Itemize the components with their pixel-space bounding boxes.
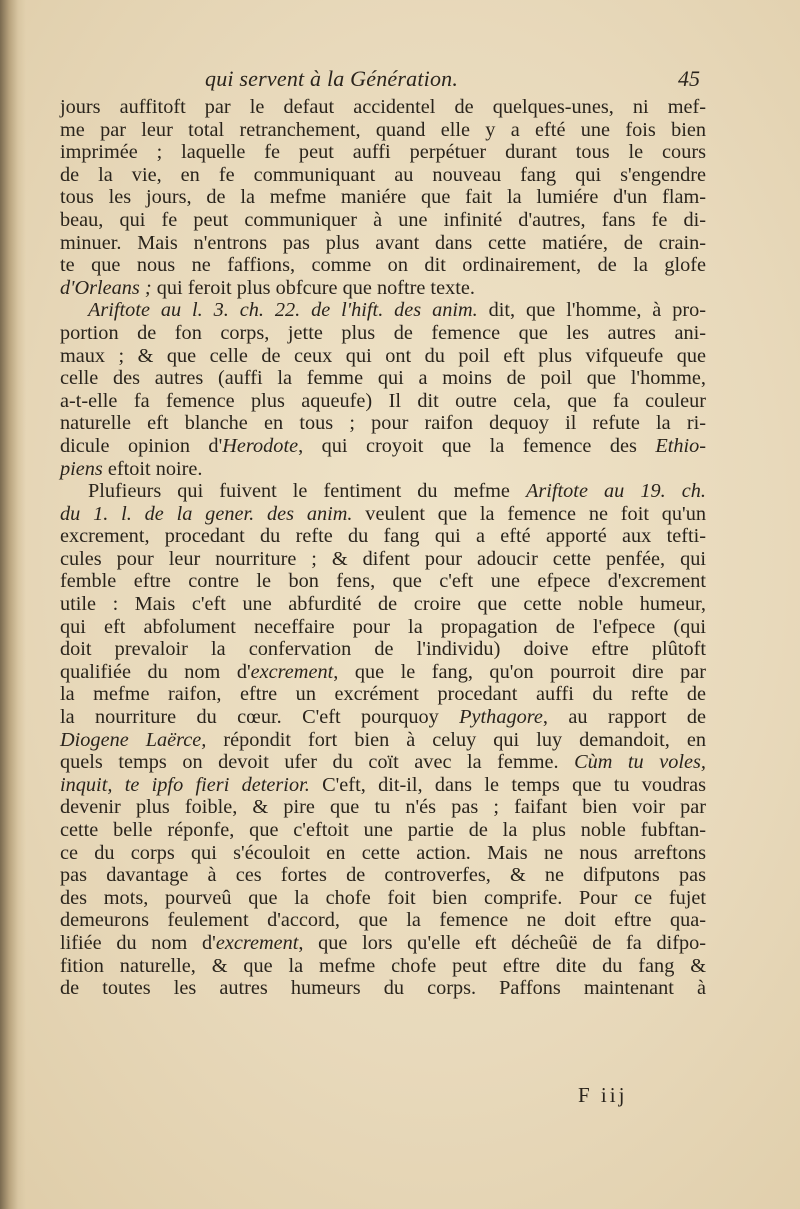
italic-citation: excrement (250, 660, 334, 683)
line-text: la nourriture du cœur. C'eft pourquoy (60, 706, 460, 729)
text-line (60, 932, 706, 955)
line-text: dicule opinion d' (60, 434, 223, 457)
text-line (60, 638, 706, 661)
text-line (60, 367, 706, 390)
line-text: , que lors qu'elle eft décheûë de fa difpo- (298, 931, 707, 954)
line-text: utile : Mais c'eft une abfurdité de croire que cette noble humeur, (60, 593, 706, 616)
text-line (60, 751, 706, 774)
text-line (60, 322, 706, 345)
line-text: jours auffitoft par le defaut accidentel de quelques-unes, ni mef- (60, 96, 706, 118)
text-line (60, 412, 706, 435)
page-gutter-shadow (0, 0, 26, 1209)
page-number: 45 (678, 66, 700, 91)
text-line (60, 141, 706, 164)
signature-mark: F iij (578, 1083, 628, 1107)
line-text: , qui croyoit que la femence des (298, 434, 656, 457)
line-text: cules pour leur nourriture ; & difent pour adoucir cette penfée, qui (60, 547, 706, 570)
page-header (60, 66, 700, 98)
line-text: imprimée ; laquelle fe peut auffi perpétuer durant tous le cours (60, 141, 706, 164)
text-line (60, 209, 706, 232)
text-line (60, 729, 706, 752)
line-text: de toutes les autres humeurs du corps. Paffons maintenant à (60, 977, 706, 1000)
italic-citation: Herodote (222, 434, 299, 457)
line-text: cette belle réponfe, que c'eftoit une partie de la plus noble fubftan- (60, 819, 706, 841)
line-text: me par leur total retranchement, quand elle y a efté une fois bien (60, 118, 706, 141)
italic-citation: Cùm tu voles, (574, 751, 706, 774)
text-line (60, 525, 706, 548)
line-text: qui feroit plus obfcure que noftre texte. (151, 276, 475, 299)
line-text: quels temps on devoit ufer du coït avec la femme. (60, 751, 575, 774)
line-text: lifiée du nom d' (60, 931, 216, 954)
line-text: portion de fon corps, jette plus de femence que les autres ani- (60, 321, 706, 344)
line-text: eftoit noire. (102, 457, 203, 480)
text-line (60, 232, 706, 255)
line-text: tous les jours, de la mefme maniére que fait la lumiére d'un flam- (60, 186, 706, 209)
text-line (60, 909, 706, 932)
italic-citation: piens (60, 457, 103, 480)
line-text: a-t-elle fa femence plus aqueufe) Il dit outre cela, que fa couleur (60, 389, 706, 412)
line-text: , au rapport de (542, 706, 706, 729)
text-line (60, 345, 706, 368)
line-text: Plufieurs qui fuivent le fentiment du mefme (88, 480, 526, 503)
text-line (60, 96, 706, 119)
text-line (60, 864, 706, 887)
line-text: veulent que la femence ne foit qu'un (352, 502, 706, 525)
text-line (60, 887, 706, 910)
text-line (60, 819, 706, 842)
italic-citation: Ariftote au 19. ch. (525, 480, 706, 503)
text-line (60, 277, 706, 300)
italic-citation: inquit, te ipfo fieri deterior. (60, 773, 310, 796)
text-line (60, 390, 706, 413)
line-text: minuer. Mais n'entrons pas plus avant dans cette matiére, de crain- (60, 231, 706, 254)
text-line (60, 593, 706, 616)
line-text: demeurons feulement d'accord, que la femence ne doit eftre qua- (60, 909, 706, 932)
line-text: ce du corps qui s'écouloit en cette action. Mais ne nous arreftons (60, 841, 706, 864)
text-line (60, 299, 706, 322)
line-text: qui eft abfolument neceffaire pour la propagation de l'efpece (qui (60, 615, 706, 638)
text-line (60, 164, 706, 187)
text-line (60, 254, 706, 277)
line-text: , que le fang, qu'on pourroit dire par (333, 660, 706, 683)
line-text: devenir plus foible, & pire que tu n'és pas ; faifant bien voir par (60, 796, 706, 819)
text-line (60, 774, 706, 797)
line-text: te que nous ne faffions, comme on dit ordinairement, de la glofe (60, 254, 706, 277)
text-line (60, 435, 706, 458)
text-line (60, 186, 706, 209)
line-text: pas davantage à ces fortes de controverfes, & ne difputons pas (60, 864, 706, 887)
line-text: celle des autres (auffi la femme qui a moins de poil que l'homme, (60, 367, 706, 390)
italic-citation: du 1. l. de la gener. des anim. (60, 502, 353, 525)
line-text: beau, qui fe peut communiquer à une infinité d'autres, fans fe di- (60, 208, 706, 231)
line-text: répondit fort bien à celuy qui luy demandoit, en (206, 728, 706, 751)
italic-citation: d'Orleans ; (60, 276, 152, 299)
line-text: de la vie, en fe communiquant au nouveau fang qui s'engendre (60, 163, 706, 186)
line-text: des mots, pourveû que la chofe foit bien comprife. Pour ce fujet (60, 886, 706, 909)
line-text: C'eft, dit-il, dans le temps que tu voudras (309, 773, 706, 796)
line-text: dit, que l'homme, à pro- (477, 299, 706, 322)
text-line (60, 796, 706, 819)
italic-citation: excrement (215, 931, 299, 954)
line-text: qualifiée du nom d' (60, 660, 251, 683)
text-line (60, 548, 706, 571)
italic-citation: Pythagore (459, 706, 543, 729)
text-line (60, 503, 706, 526)
text-line (60, 955, 706, 978)
line-text: maux ; & que celle de ceux qui ont du poil eft plus vifqueufe que (60, 344, 706, 367)
line-text: doit prevaloir la confervation de l'individu) doive eftre plûtoft (60, 638, 706, 661)
line-text: excrement, procedant du refte du fang qui a efté apporté aux tefti- (60, 525, 706, 548)
text-line (60, 661, 706, 684)
line-text: la mefme raifon, eftre un excrément procedant auffi du refte de (60, 683, 706, 706)
text-line (60, 706, 706, 729)
italic-citation: Diogene Laërce, (60, 728, 207, 751)
italic-citation: Ariftote au l. 3. ch. 22. de l'hift. des anim. (88, 299, 478, 322)
text-line (60, 458, 706, 481)
body-text (60, 96, 706, 1000)
text-line (60, 977, 706, 1000)
running-title: qui servent à la Génération. (205, 66, 459, 91)
italic-citation: Ethio- (655, 434, 707, 457)
text-line (60, 616, 706, 639)
line-text: femble eftre contre le bon fens, que c'eft une efpece d'excrement (60, 570, 706, 593)
line-text: fition naturelle, & que la mefme chofe peut eftre dite du fang & (60, 954, 706, 977)
text-line (60, 683, 706, 706)
line-text: naturelle eft blanche en tous ; pour raifon dequoy il refute la ri- (60, 412, 706, 435)
text-line (60, 119, 706, 142)
text-line (60, 480, 706, 503)
text-line (60, 842, 706, 865)
text-line (60, 570, 706, 593)
